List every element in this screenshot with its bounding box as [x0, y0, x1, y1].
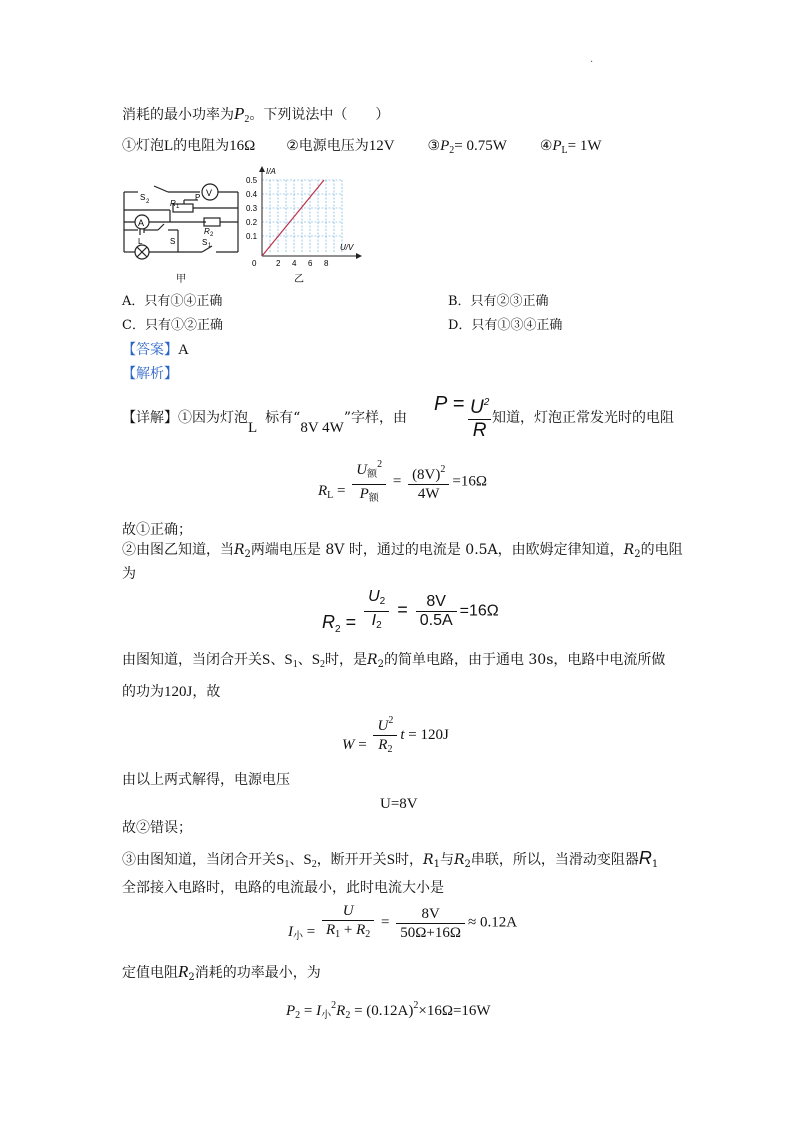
paragraph-6: ③由图知道，当闭合开关$S_1$、$S_2$，断开开关S时，$R_1$与$R_2$串联，所以，当滑动变阻器$R_1$: [122, 848, 659, 870]
sub: 小: [321, 1010, 332, 1021]
statement-options: ①灯泡L的电阻为16Ω ②电源电压为12V $③P_2= 0.75W$ $④P_L= 1W$: [122, 138, 602, 156]
option-3: ③: [427, 138, 441, 154]
iv-line: [262, 180, 324, 256]
answer-line: [122, 340, 189, 360]
decorative-dot: .: [590, 54, 594, 65]
text: 定值电阻: [122, 965, 178, 981]
detail-tag: 【详解】: [122, 410, 178, 426]
s1-label: S: [202, 238, 208, 247]
origin-label: 0: [252, 259, 257, 268]
numerator: (8V): [412, 467, 441, 483]
text: ”字样，由: [343, 410, 407, 426]
sub: 小: [293, 931, 303, 943]
equation-r2: $R_2$ = $\frac{U2}{I2}$ = $\frac{8V}{0.5A}$ =16Ω: [322, 588, 499, 635]
value: 120J: [164, 684, 193, 700]
option-1: ①灯泡: [122, 138, 164, 154]
text: 时，是: [325, 652, 368, 668]
x-tick: 8: [324, 259, 329, 268]
lamp-label: L: [138, 237, 143, 246]
value: 16Ω: [229, 138, 256, 154]
y-axis-label: I/A: [266, 167, 276, 176]
s2-sub: 2: [146, 199, 150, 205]
paragraph: 为: [122, 566, 136, 582]
result: =16Ω: [459, 602, 499, 620]
s2-label: S: [140, 193, 146, 202]
power-formula: P =: [434, 393, 465, 415]
r2-sub: 2: [210, 232, 214, 238]
text: 消耗的最小功率为: [122, 107, 234, 123]
y-tick: 0.1: [246, 232, 258, 241]
x-tick: 2: [276, 259, 281, 268]
denominator: 50Ω+16Ω: [400, 924, 462, 941]
text: 的电阻为: [173, 138, 230, 154]
result: =16Ω: [452, 473, 487, 490]
paragraph: 由以上两式解得，电源电压: [122, 772, 290, 788]
denominator: 4W: [417, 486, 440, 502]
choice-b: B．只有②③正确: [448, 294, 549, 309]
y-tick: 0.5: [246, 176, 258, 185]
iv-graph: [244, 164, 374, 290]
paragraph: 故①正确；: [122, 522, 192, 538]
paragraph-3b: [122, 682, 220, 702]
text: 。下列说法中（ ）: [249, 107, 390, 123]
y-tick: 0.2: [246, 218, 258, 227]
symbol: L: [164, 138, 174, 154]
equation-p2: $P_2 = I_小^2R_2 = (0.12A)^2\times 16\Omega=16W$: [286, 1000, 491, 1021]
equation-u: U=8V: [380, 796, 418, 812]
text: 的功为: [122, 684, 164, 700]
y-tick: 0.4: [246, 190, 258, 199]
symbol: L: [248, 420, 258, 436]
text: ，故: [192, 684, 221, 700]
text: 知道，灯泡正常发光时的电阻: [492, 410, 674, 426]
text: ②由图乙知道，当: [122, 542, 234, 558]
paragraph-2: ②由图乙知道，当$R_2$两端电压是 8V 时，通过的电流是 0.5A，由欧姆定律知道，$R_2$的电阻: [122, 542, 683, 560]
value: 12V: [368, 138, 395, 154]
sub: 额: [367, 469, 378, 480]
rating: 8V 4W: [300, 420, 344, 436]
equation-w: W = $\frac{U^2}{R_2}$ t = 120J: [342, 712, 449, 759]
text: 时，: [395, 852, 424, 868]
text: ，断开开关: [316, 852, 387, 868]
choice-c: C．只有①②正确: [122, 318, 223, 333]
y-tick: 0.3: [246, 204, 258, 213]
numerator: 8V: [396, 905, 465, 924]
ammeter-label: A: [138, 218, 145, 228]
result: = 120J: [408, 726, 449, 743]
analysis-tag: 【解析】: [122, 366, 178, 382]
value: = 1W: [567, 138, 602, 154]
sub: 额: [368, 493, 379, 504]
paragraph-3: 由图知道，当闭合开关S、$S_1$、$S_2$时，是$R_2$的简单电路，由于通电 30s，电路中电流所做: [122, 652, 666, 670]
option-2: ②电源电压为: [286, 138, 369, 154]
text: 由图知道，当闭合开关: [122, 652, 262, 668]
r2-label: R: [204, 227, 210, 236]
equation-imin: $I_小$ = $\frac{U}{R_1 + R_2}$ = $\frac{8V}{50\Omega+16\Omega}$ ≈ 0.12A: [288, 903, 518, 943]
s1-sub: 1: [208, 243, 212, 249]
text: 的简单电路，由于通电 30s，电路中电流所做: [383, 652, 666, 668]
choice-a: A．只有①④正确: [122, 294, 223, 309]
text: 消耗的功率最小，为: [194, 965, 321, 981]
text: 串联，所以，当滑动变阻器: [470, 852, 639, 868]
result: ≈ 0.12A: [468, 914, 518, 931]
r1-label: R: [170, 199, 176, 208]
circuit-caption: 甲: [176, 274, 186, 285]
value: = (0.12A): [354, 1003, 414, 1019]
numerator: 8V: [416, 593, 457, 612]
text: 标有“: [265, 410, 301, 426]
paragraph-8: 定值电阻$R_2$消耗的功率最小，为: [122, 962, 321, 983]
slider-label: P: [195, 193, 201, 202]
answer-tag: 【答案】: [122, 342, 178, 358]
option-4: ④: [539, 138, 553, 154]
text: 的电阻: [640, 542, 683, 558]
x-tick: 4: [292, 259, 297, 268]
equation-rl: $R_L$ = $\frac{U_额^2}{P_额}$ = $\frac{(8V)^2}{4W}$ =16Ω: [318, 456, 487, 508]
value: = 0.75W: [454, 138, 507, 154]
graph-caption: 乙: [294, 274, 304, 285]
paragraph: 全部接入电路时，电路的电流最小，此时电流大小是: [122, 880, 444, 896]
question-line-1: 消耗的最小功率为$P_2$。下列说法中（ ）: [122, 104, 390, 125]
voltmeter-label: V: [206, 188, 213, 198]
text: ③由图知道，当闭合开关: [122, 852, 276, 868]
power-fraction: $U^2$ R: [468, 392, 491, 442]
r1-sub: 1: [176, 204, 180, 210]
text: ①因为灯泡: [178, 410, 248, 426]
x-tick: 6: [308, 259, 313, 268]
text: 与: [439, 852, 454, 868]
answer-value: A: [178, 342, 189, 358]
detail-line: [122, 408, 407, 436]
circuit-diagram: [118, 170, 248, 290]
choice-d: D．只有①③④正确: [448, 318, 563, 333]
denominator: 0.5A: [419, 612, 453, 629]
paragraph: 故②错误；: [122, 820, 192, 836]
text: 两端电压是 8V 时，通过的电流是 0.5A，由欧姆定律知道，: [250, 542, 624, 558]
x-axis-label: U/V: [340, 243, 354, 252]
s-label: S: [170, 237, 176, 246]
result: ×16Ω=16W: [418, 1003, 491, 1019]
